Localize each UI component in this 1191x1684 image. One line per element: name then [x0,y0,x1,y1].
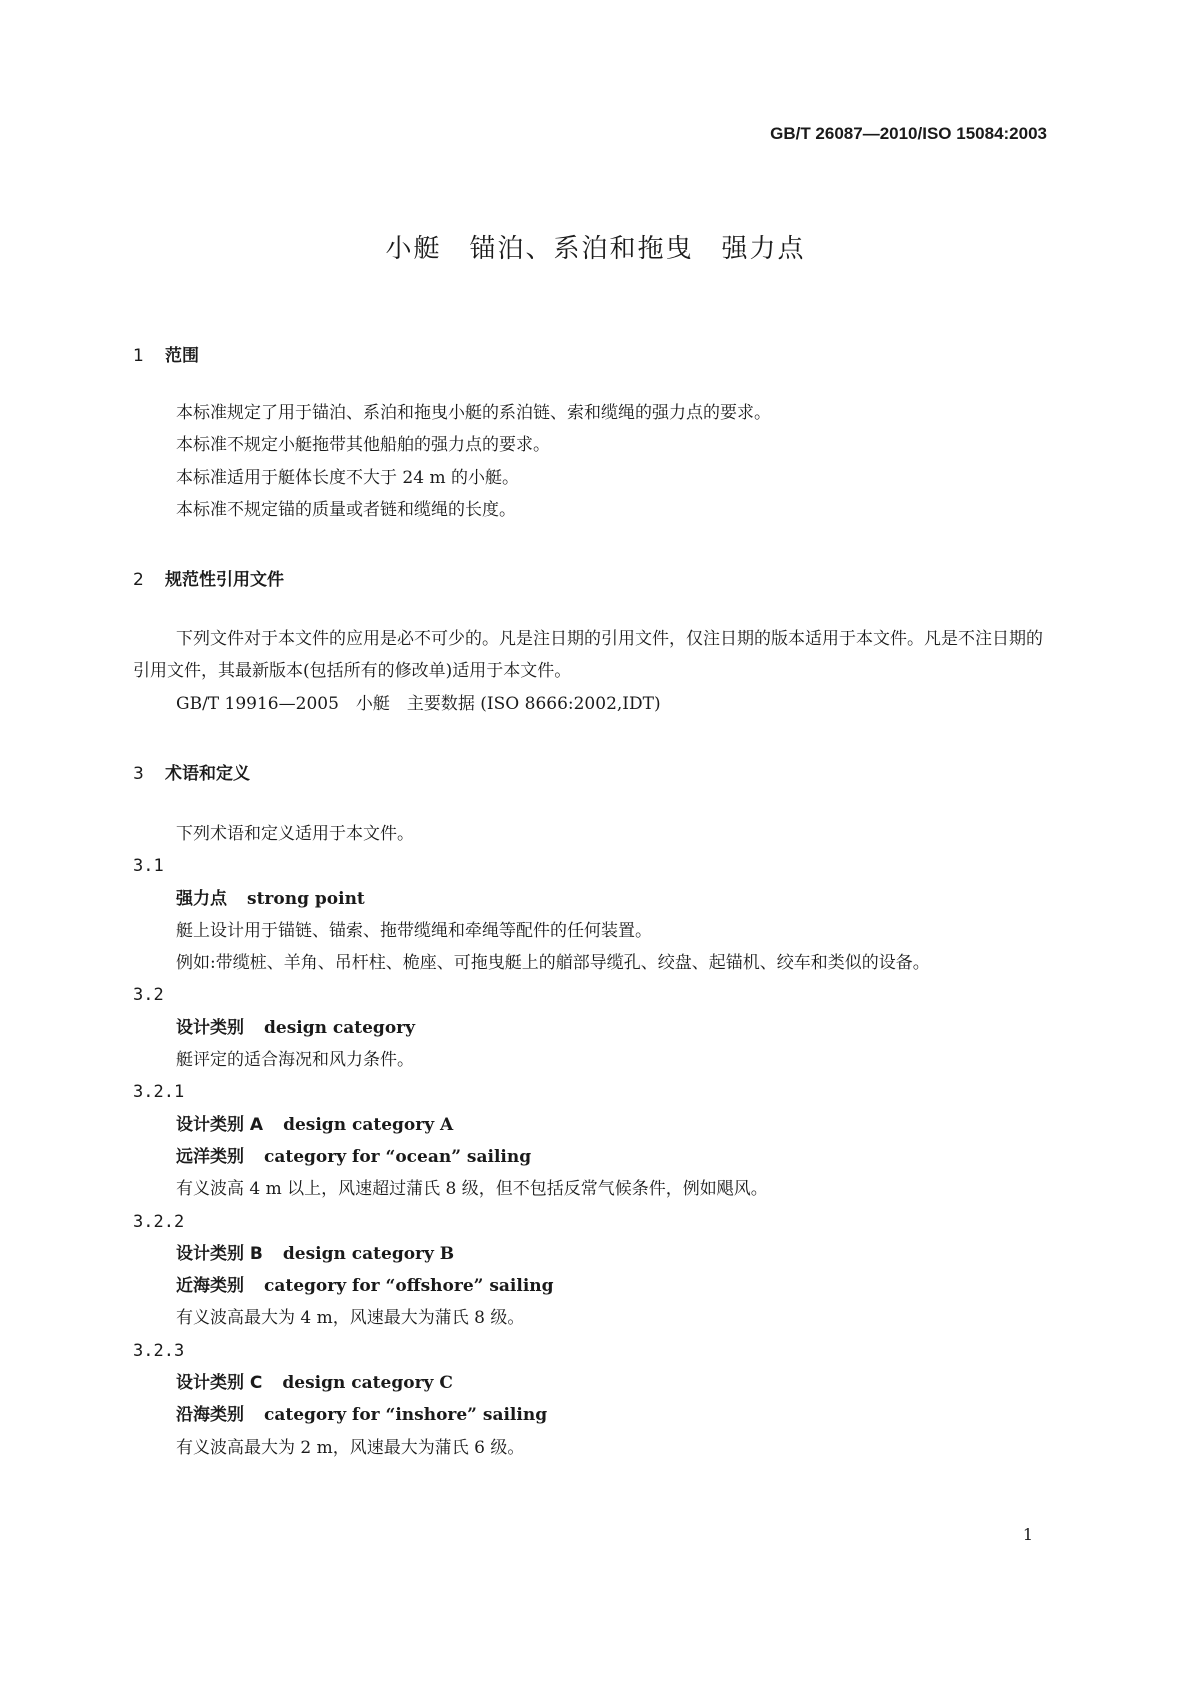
term-heading [133,1238,1053,1270]
section-title: 术语和定义 [165,764,250,784]
standard-number: GB/T 26087—2010/ISO 15084:2003 [770,124,1047,143]
section-heading-1 [133,341,199,366]
term-zh: 强力点 [176,888,227,909]
section-1-body [133,397,1053,526]
normative-reference: GB/T 19916—2005 小艇 主要数据 (ISO 8666:2002,IDT) [176,693,661,714]
term-definition: 有义波高最大为 2 m，风速最大为蒲氏 6 级。 [176,1437,525,1458]
section-2-body [133,623,1053,720]
term-definition: 有义波高最大为 4 m，风速最大为蒲氏 8 级。 [176,1308,525,1329]
term-zh: 沿海类别 [176,1405,244,1426]
term-number: 3.2.2 [133,1211,185,1232]
section-heading-3 [133,759,250,784]
section-number: 2 [133,570,144,590]
paragraph: 下列术语和定义适用于本文件。 [176,824,414,844]
term-example: 例如:带缆桩、羊角、吊杆柱、桅座、可拖曳艇上的艏部导缆孔、绞盘、起锚机、绞车和类似的设备。 [176,953,930,974]
term-definition: 艇上设计用于锚链、锚索、拖带缆绳和牵绳等配件的任何装置。 [176,920,652,941]
section-title: 规范性引用文件 [165,570,284,590]
term-definition: 有义波高 4 m 以上，风速超过蒲氏 8 级，但不包括反常气候条件，例如飓风。 [176,1179,768,1200]
term-en: category for “offshore” sailing [264,1276,554,1297]
term-zh: 设计类别 A [176,1114,264,1135]
term-en: category for “inshore” sailing [264,1405,548,1426]
term-number: 3.2.1 [133,1082,185,1103]
term-heading [133,883,1053,915]
term-zh: 设计类别 C [176,1373,263,1394]
term-definition: 艇评定的适合海况和风力条件。 [176,1050,414,1071]
term-zh: 设计类别 [176,1017,244,1038]
paragraph: 下列文件对于本文件的应用是必不可少的。凡是注日期的引用文件，仅注日期的版本适用于本文件。凡是不注日期的引用文件，其最新版本(包括所有的修改单)适用于本文件。 [133,629,1043,682]
term-heading [133,1109,1053,1141]
section-heading-2 [133,565,284,590]
section-title: 范围 [165,346,199,366]
term-en: strong point [247,888,365,909]
term-alt-heading [133,1399,1053,1431]
document-title: 小艇 锚泊、系泊和拖曳 强力点 [385,234,806,264]
term-en: design category C [282,1373,453,1394]
paragraph: 本标准不规定小艇拖带其他船舶的强力点的要求。 [176,435,550,456]
term-heading [133,1012,1053,1044]
paragraph: 本标准不规定锚的质量或者链和缆绳的长度。 [176,499,516,520]
section-number: 3 [133,764,144,784]
term-zh: 近海类别 [176,1276,244,1297]
paragraph: 本标准适用于艇体长度不大于 24 m 的小艇。 [176,467,519,488]
term-number: 3.2 [133,985,164,1006]
term-en: design category A [283,1114,454,1135]
page-number: 1 [1022,1525,1033,1544]
term-zh: 远洋类别 [176,1146,244,1167]
term-alt-heading [133,1270,1053,1302]
section-number: 1 [133,346,144,366]
term-heading [133,1367,1053,1399]
term-number: 3.1 [133,856,164,877]
paragraph: 本标准规定了用于锚泊、系泊和拖曳小艇的系泊链、索和缆绳的强力点的要求。 [176,403,771,423]
section-3-body [133,818,1053,1464]
term-zh: 设计类别 B [176,1243,263,1264]
term-alt-heading [133,1141,1053,1173]
term-en: category for “ocean” sailing [264,1146,532,1167]
term-en: design category [264,1017,415,1038]
term-en: design category B [282,1243,455,1264]
term-number: 3.2.3 [133,1340,185,1361]
